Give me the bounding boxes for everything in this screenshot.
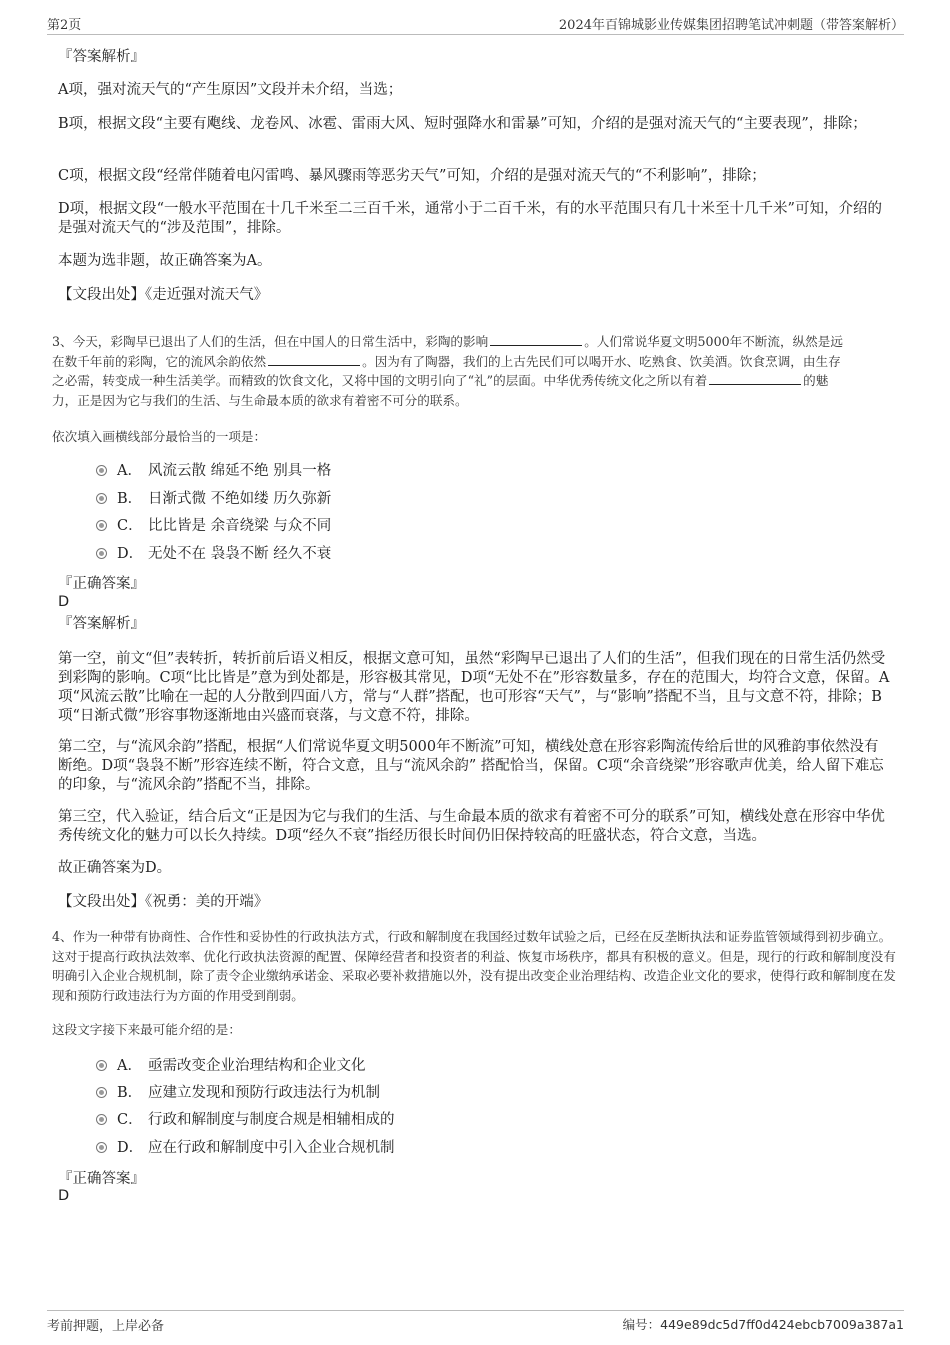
blank-3 xyxy=(709,372,801,385)
analysis-c: C项，根据文段“经常伴随着电闪雷鸣、暴风骤雨等恶劣天气”可知，介绍的是强对流天气的“不利影响”，排除； xyxy=(58,168,766,184)
document-title: 2024年百锦城影业传媒集团招聘笔试冲刺题（带答案解析） xyxy=(558,18,904,33)
question-3-prompt: 依次填入画横线部分最恰当的一项是： xyxy=(52,429,267,444)
analysis-conclusion: 本题为选非题，故正确答案为A。 xyxy=(58,253,272,269)
radio-button[interactable] xyxy=(96,520,107,531)
radio-button[interactable] xyxy=(96,465,107,476)
analysis-label: 『答案解析』 xyxy=(58,49,145,65)
analysis-conclusion: 故正确答案为D。 xyxy=(58,860,172,876)
analysis-b: B项，根据文段“主要有飑线、龙卷风、冰雹、雷雨大风、短时强降水和雷暴”可知，介绍的是强对流天气的“主要表现”，排除； xyxy=(58,116,867,132)
radio-button[interactable] xyxy=(96,548,107,559)
analysis-label: 『答案解析』 xyxy=(58,616,145,632)
correct-answer: D xyxy=(58,1188,70,1204)
question-4-stem: 4、作为一种带有协商性、合作性和妥协性的行政执法方式，行政和解制度在我国经过数年试验之后，已经在反垄断执法和证券监管领域得到初步确立。这对于提高行政执法效率、优化行政执法资源的配置、保障经营者和投资者的利益、恢复市场秩序，都具有积极的意义。但是，现行的行政和解制度没有明确引入企业合规机制，除了责令企业缴纳承诺金、采取必要补救措施以外，没有提出改变企业治理结构、改造企业文化的要求，使得行政和解制度在发现和预防行政违法行为方面的作用受到削弱。 xyxy=(52,929,896,1003)
analysis-d: D项，根据文段“一般水平范围在十几千米至二三百千米，通常小于二百千米，有的水平范围只有几十米至十几千米”可知，介绍的是强对流天气的“涉及范围”，排除。 xyxy=(58,201,882,236)
correct-answer: D xyxy=(58,594,70,610)
radio-button[interactable] xyxy=(96,1142,107,1153)
blank-2 xyxy=(268,353,360,366)
page-header xyxy=(47,14,904,35)
page-footer xyxy=(47,1310,904,1334)
document-id: 编号：449e89dc5d7ff0d424ebcb7009a387a1 xyxy=(622,1317,904,1332)
radio-button[interactable] xyxy=(96,1060,107,1071)
radio-button[interactable] xyxy=(96,1114,107,1125)
correct-answer-label: 『正确答案』 xyxy=(58,576,145,592)
footer-slogan: 考前押题，上岸必备 xyxy=(47,1319,165,1334)
radio-button[interactable] xyxy=(96,493,107,504)
source-citation: 【文段出处】《走近强对流天气》 xyxy=(58,287,269,303)
question-4-prompt: 这段文字接下来最可能介绍的是： xyxy=(52,1022,241,1037)
question-3-stem: 3、今天，彩陶早已退出了人们的生活，但在中国人的日常生活中，彩陶的影响 。人们常说华夏文明5000年不断流，纵然是远 在数千年前的彩陶，它的流风余韵依然 。因为有了陶器，我们的上古先民们可以喝开水、吃熟食、饮美酒。饮食烹调，由生存 之必需，转变成一种生活美学。而精致的饮食文化，又将中国的文明引向了“礼”的层面。中华优秀传统文化之所以有着 的魅 力，正是因为它与我们的生活、与生命最本质的欲求有着密不可分的联系。 xyxy=(52,334,843,408)
analysis-blank-2: 第二空，与“流风余韵”搭配，根据“人们常说华夏文明5000年不断流”可知，横线处意在形容彩陶流传给后世的风雅韵事依然没有断绝。D项“袅袅不断”形容连续不断，符合文意，且与“流风余韵” 搭配恰当，保留。C项“余音绕梁”形容歌声优美，给人留下难忘的印象，与“流风余韵”搭配不当，排除。 xyxy=(58,739,884,793)
analysis-a: A项，强对流天气的“产生原因”文段并未介绍，当选； xyxy=(58,82,403,98)
blank-1 xyxy=(490,333,582,346)
radio-button[interactable] xyxy=(96,1087,107,1098)
page-number: 第2页 xyxy=(47,18,82,33)
source-citation: 【文段出处】《祝勇：美的开端》 xyxy=(58,894,269,910)
analysis-blank-1: 第一空，前文“但”表转折，转折前后语义相反，根据文意可知，虽然“彩陶早已退出了人们的生活”，但我们现在的日常生活仍然受到彩陶的影响。C项“比比皆是”意为到处都是，形容极其常见，D项“无处不在”形容数量多，存在的范围大，均符合文意，保留。A项“风流云散”比喻在一起的人分散到四面八方，常与“人群”搭配，也可形容“天气”，与“影响”搭配不当，且与文意不符，排除；B项“日渐式微”形容事物逐渐地由兴盛而衰落，与文意不符，排除。 xyxy=(58,651,890,724)
correct-answer-label: 『正确答案』 xyxy=(58,1171,145,1187)
analysis-blank-3: 第三空，代入验证，结合后文“正是因为它与我们的生活、与生命最本质的欲求有着密不可分的联系”可知，横线处意在形容中华优秀传统文化的魅力可以长久持续。D项“经久不衰”指经历很长时间仍旧保持较高的旺盛状态，符合文意，当选。 xyxy=(58,809,885,844)
